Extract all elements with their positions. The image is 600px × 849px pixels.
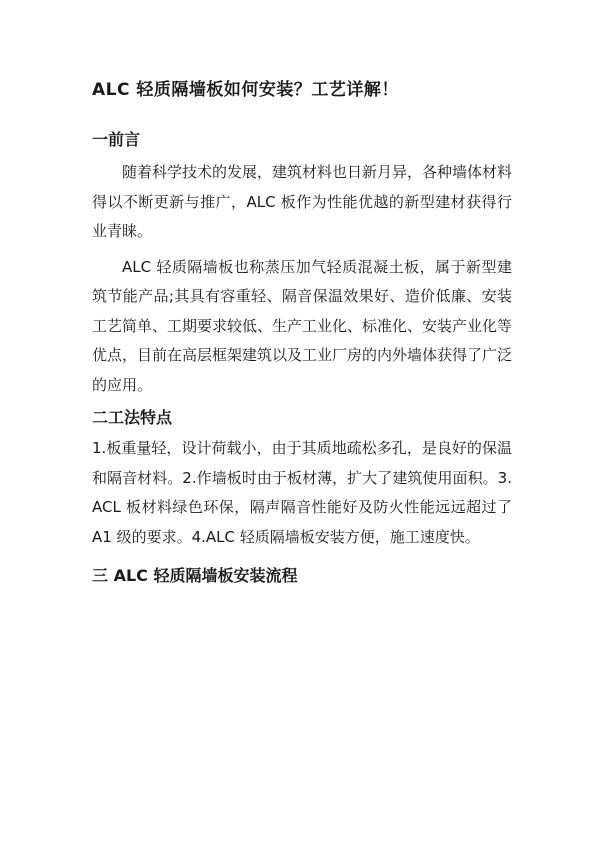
section-heading-preface: 一前言	[92, 130, 141, 149]
document-content	[92, 78, 512, 588]
document-title: ALC 轻质隔墙板如何安装？工艺详解！	[92, 80, 399, 100]
preface-paragraph-2: ALC 轻质隔墙板也称蒸压加气轻质混凝土板，属于新型建筑节能产品;其具有容重轻、隔音保温效果好、造价低廉、安装工艺简单、工期要求较低、生产工业化、标准化、安装产业化等优点，目前在高层框架建筑以及工业厂房的内外墙体获得了广泛的应用。	[92, 257, 513, 394]
section-heading-installation-process: 三 ALC 轻质隔墙板安装流程	[92, 566, 298, 585]
features-paragraph: 1.板重量轻，设计荷载小，由于其质地疏松多孔，是良好的保温和隔音材料。2.作墙板时由于板材薄，扩大了建筑使用面积。3.ACL 板材料绿色环保，隔声隔音性能好及防火性能远远超过了 A1 级的要求。4.ALC 轻质隔墙板安装方便，施工速度快。	[92, 439, 512, 546]
preface-paragraph-1: 随着科学技术的发展，建筑材料也日新月异，各种墙体材料得以不断更新与推广，ALC 板作为性能优越的新型建材获得行业青睐。	[92, 163, 513, 240]
section-heading-features: 二工法特点	[92, 408, 173, 427]
